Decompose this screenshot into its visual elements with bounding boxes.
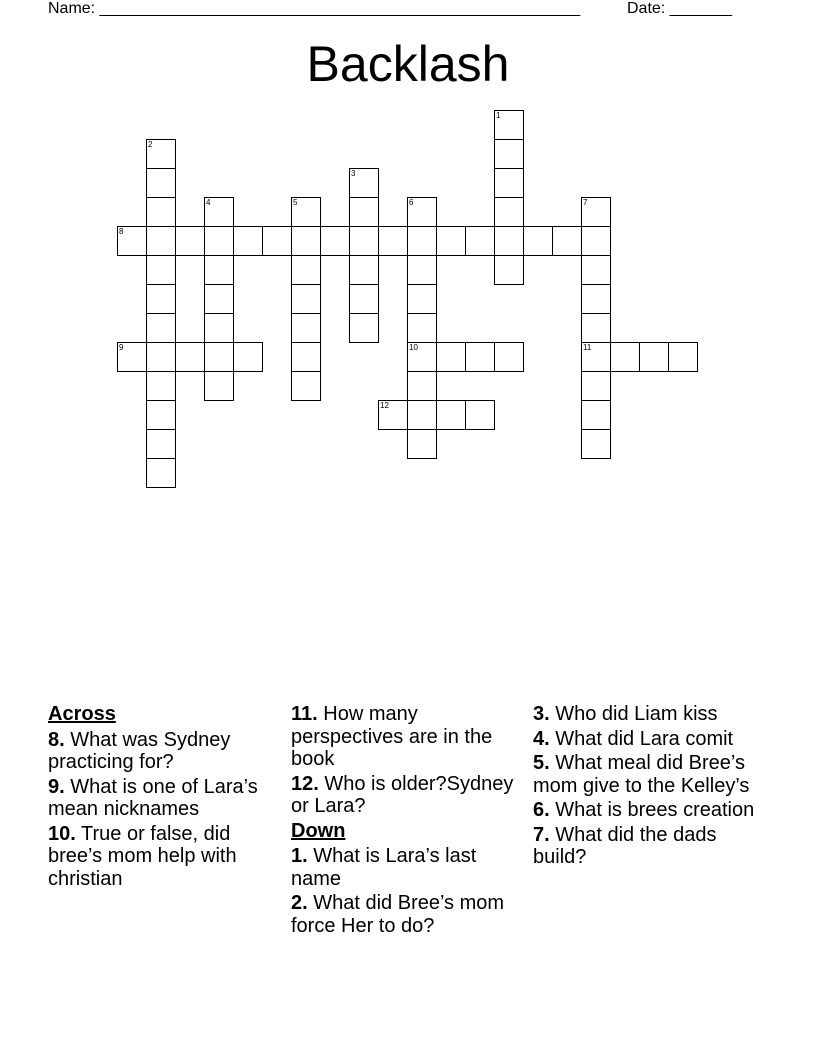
grid-cell[interactable] [291,197,321,227]
page-title: Backlash [306,36,510,92]
clue-number: 1. [291,845,308,867]
grid-cell[interactable] [581,342,611,372]
clue-down-5 [533,752,769,797]
grid-cell[interactable] [378,400,408,430]
clue-number: 8. [48,728,65,751]
grid-cell[interactable] [407,400,437,430]
grid-cell[interactable] [291,342,321,372]
cell-number: 11 [583,343,592,352]
down-heading: Down [291,819,346,842]
cell-number: 9 [119,343,124,352]
grid-cell[interactable] [291,284,321,314]
clue-down-7 [533,824,769,869]
grid-cell[interactable] [146,139,176,169]
grid-cell[interactable] [639,342,669,372]
clue-text: Who is older?Sydney or Lara? [291,772,514,817]
clue-text: What did Bree’s mom force Her to do? [291,892,505,937]
grid-cell[interactable] [523,226,553,256]
cell-number: 10 [409,343,418,352]
grid-cell[interactable] [407,342,437,372]
grid-cell[interactable] [436,226,466,256]
clue-text: What is Lara’s last name [291,845,477,890]
grid-cell[interactable] [581,313,611,343]
date-field[interactable]: Date: _______ [627,0,732,17]
across-heading: Across [48,703,116,725]
grid-cell[interactable] [204,197,234,227]
clue-across-12 [291,773,527,818]
cell-number: 1 [496,111,501,120]
grid-cell[interactable] [146,313,176,343]
clue-text: How many perspectives are in the book [291,703,493,770]
grid-cell[interactable] [146,371,176,401]
grid-cell[interactable] [436,342,466,372]
cell-number: 8 [119,227,124,236]
grid-cell[interactable] [349,284,379,314]
grid-cell[interactable] [465,400,495,430]
grid-cell[interactable] [117,226,147,256]
grid-cell[interactable] [581,255,611,285]
clue-number: 9. [48,775,65,798]
grid-cell[interactable] [494,255,524,285]
grid-cell[interactable] [581,429,611,459]
grid-cell[interactable] [146,284,176,314]
grid-cell[interactable] [581,284,611,314]
grid-cell[interactable] [233,226,263,256]
clue-across-9 [48,776,284,821]
clue-text: What did the dads build? [533,823,717,868]
clue-number: 6. [533,799,550,821]
clue-number: 10. [48,822,76,845]
grid-cell[interactable] [291,313,321,343]
clue-across-10 [48,823,284,891]
grid-cell[interactable] [349,313,379,343]
clue-number: 7. [533,823,550,846]
clue-across-11 [291,703,527,771]
grid-cell[interactable] [349,168,379,198]
grid-cell[interactable] [494,226,524,256]
grid-cell[interactable] [407,429,437,459]
grid-cell[interactable] [233,342,263,372]
grid-cell[interactable] [146,226,176,256]
clue-text: What is brees creation [555,799,755,821]
grid-cell[interactable] [204,342,234,372]
cell-number: 6 [409,198,414,207]
grid-cell[interactable] [407,371,437,401]
grid-cell[interactable] [581,226,611,256]
clue-number: 3. [533,703,550,725]
clue-text: What did Lara comit [555,727,734,750]
grid-cell[interactable] [175,342,205,372]
clue-down-1 [291,845,527,890]
grid-cell[interactable] [146,458,176,488]
grid-cell[interactable] [494,110,524,140]
grid-cell[interactable] [407,284,437,314]
grid-cell[interactable] [407,226,437,256]
cell-number: 12 [380,401,389,410]
cell-number: 7 [583,198,588,207]
grid-cell[interactable] [581,400,611,430]
clue-number: 11. [291,703,318,725]
grid-cell[interactable] [494,197,524,227]
grid-cell[interactable] [581,197,611,227]
grid-cell[interactable] [349,255,379,285]
grid-cell[interactable] [494,168,524,198]
grid-cell[interactable] [465,226,495,256]
grid-cell[interactable] [494,139,524,169]
clue-down-3 [533,703,769,726]
crossword-grid [0,0,816,500]
clues-column-2 [291,703,527,939]
clue-down-4 [533,728,769,751]
clue-text: Who did Liam kiss [555,703,718,725]
grid-cell[interactable] [262,226,292,256]
grid-cell[interactable] [204,313,234,343]
clue-text: What meal did Bree’s mom give to the Kelley’s [533,752,750,797]
grid-cell[interactable] [465,342,495,372]
grid-cell[interactable] [552,226,582,256]
grid-cell[interactable] [436,400,466,430]
grid-cell[interactable] [494,342,524,372]
grid-cell[interactable] [204,371,234,401]
clue-down-6 [533,799,769,822]
grid-cell[interactable] [117,342,147,372]
grid-cell[interactable] [204,284,234,314]
grid-cell[interactable] [378,226,408,256]
cell-number: 5 [293,198,298,207]
clue-number: 4. [533,727,550,750]
name-field[interactable]: Name: ______________________________________________________ [48,0,581,17]
clue-text: True or false, did bree’s mom help with christian [48,822,237,890]
grid-cell[interactable] [146,429,176,459]
grid-cell[interactable] [668,342,698,372]
clue-across-8 [48,729,284,774]
grid-cell[interactable] [291,255,321,285]
clue-number: 5. [533,752,550,774]
clue-number: 12. [291,772,319,795]
grid-cell[interactable] [581,371,611,401]
clues-column-3 [533,703,769,871]
clue-text: What was Sydney practicing for? [48,728,231,773]
clue-down-2 [291,892,527,937]
grid-cell[interactable] [407,313,437,343]
grid-cell[interactable] [146,342,176,372]
grid-cell[interactable] [146,168,176,198]
grid-cell[interactable] [175,226,205,256]
grid-cell[interactable] [291,371,321,401]
grid-cell[interactable] [349,226,379,256]
cell-number: 4 [206,198,211,207]
grid-cell[interactable] [320,226,350,256]
grid-cell[interactable] [146,197,176,227]
grid-cell[interactable] [291,226,321,256]
grid-cell[interactable] [204,255,234,285]
cell-number: 2 [148,140,153,149]
grid-cell[interactable] [204,226,234,256]
clue-text: What is one of Lara’s mean nicknames [48,775,258,820]
grid-cell[interactable] [146,255,176,285]
grid-cell[interactable] [610,342,640,372]
cell-number: 3 [351,169,356,178]
clues-column-1 [48,703,284,892]
grid-cell[interactable] [407,197,437,227]
grid-cell[interactable] [349,197,379,227]
grid-cell[interactable] [146,400,176,430]
clue-number: 2. [291,892,308,914]
grid-cell[interactable] [407,255,437,285]
